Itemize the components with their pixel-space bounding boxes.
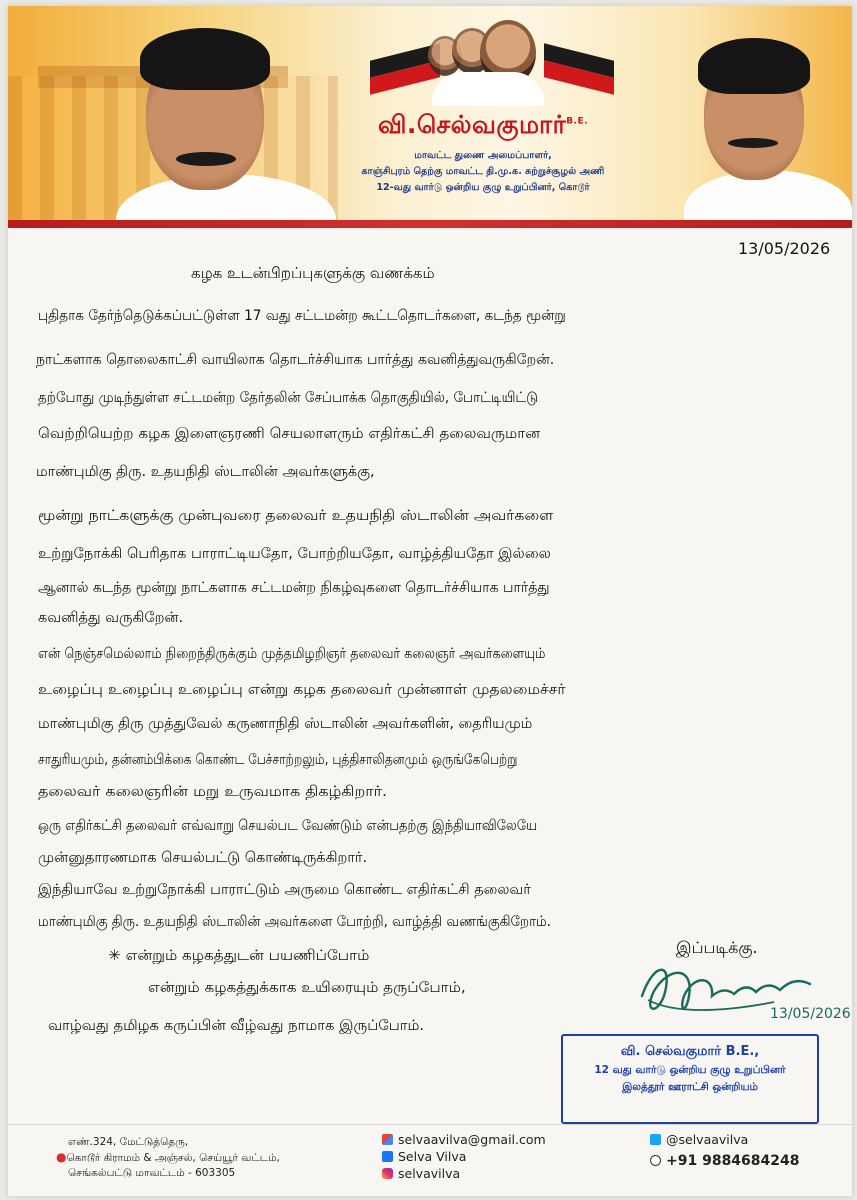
letter-sheet [8,6,852,1196]
signature-date: 13/05/2026 [770,1006,851,1022]
letter-line: உழைப்பு உழைப்பு உழைப்பு என்று கழக தலைவர் முன்னாள் முதலமைச்சர் [38,682,566,698]
facebook-link[interactable]: Selva Vilva [398,1149,467,1164]
address-line: செங்கல்பட்டு மாவட்டம் - 603305 [68,1167,236,1179]
letter-line: மாண்புமிகு திரு முத்துவேல் கருணாநிதி ஸ்டாலின் அவர்களின், தைரியமும் [38,716,533,732]
letter-line: புதிதாக தேர்ந்தெடுக்கப்பட்டுள்ள 17 வது சட்டமன்ற கூட்டதொடர்களை, கடந்த மூன்று [38,308,566,324]
letter-line: ✳ என்றும் கழகத்துடன் பயணிப்போம் [108,948,370,964]
online-contacts [382,1131,546,1182]
official-stamp [561,1034,819,1124]
letter-line: ஆனால் கடந்த மூன்று நாட்களாக சட்டமன்ற நிகழ்வுகளை தொடர்ச்சியாக பார்த்து [38,580,550,596]
address-line: கொடூர் கிராமம் & அஞ்சல், செய்யூர் வட்டம், [66,1152,280,1164]
instagram-link[interactable]: selvavilva [398,1166,461,1181]
closing: இப்படிக்கு. [676,938,758,957]
location-pin-icon: ● [56,1150,67,1164]
letter-line: என் நெஞ்சமெல்லாம் நிறைந்திருக்கும் முத்தமிழறிஞர் தலைவர் கலைஞர் அவர்களையும் [38,646,546,662]
letter-line: நாட்களாக தொலைகாட்சி வாயிலாக தொடர்ச்சியாக பார்த்து கவனித்துவருகிறேன். [36,352,555,368]
handwritten-letter [8,6,852,1196]
sender-name-title: வி.செல்வகுமார்$^{B.E.}$ [377,110,589,139]
twitter-link[interactable]: @selvaavilva [666,1132,749,1147]
stamp-designation: 12 வது வார்டு ஒன்றிய குழு உறுப்பினர் [594,1064,786,1076]
twitter-icon [650,1134,661,1145]
letter-line: சாதுரியமும், தன்னம்பிக்கை கொண்ட பேச்சாற்றலும், புத்திசாலிதனமும் ஒருங்கேபெற்று [38,752,518,768]
letter-line: மாண்புமிகு திரு. உதயநிதி ஸ்டாலின் அவர்களுக்கு, [36,464,375,480]
letter-line: முன்னுதாரணமாக செயல்பட்டு கொண்டிருக்கிறார். [38,850,368,866]
salutation: கழக உடன்பிறப்புகளுக்கு வணக்கம் [191,264,435,282]
social-phone-contacts [650,1131,800,1170]
letter-line: வாழ்வது தமிழக கருப்பின் வீழ்வது நாமாக இருப்போம். [48,1018,425,1034]
letter-date: 13/05/2026 [738,239,831,258]
email-link[interactable]: selvaavilva@gmail.com [398,1132,546,1147]
phone-icon [650,1155,661,1166]
stamp-office: இலத்தூர் ஊராட்சி ஒன்றியம் [622,1081,758,1093]
letter-line: தலைவர் கலைஞரின் மறு உருவமாக திகழ்கிறார். [38,784,388,800]
letterhead-footer [8,1124,852,1196]
facebook-icon [382,1151,393,1162]
letter-line: வெற்றியெற்ற கழக இளைஞரணி செயலாளரும் எதிர்கட்சி தலைவருமான [38,426,540,442]
designation-line: மாவட்ட துணை அமைப்பாளர், [414,150,552,161]
phone-number[interactable]: +91 9884684248 [666,1153,800,1169]
letter-line: உற்றுநோக்கி பெரிதாக பாராட்டியதோ, போற்றியதோ, வாழ்த்தியதோ இல்லை [38,546,551,562]
letter-line: இந்தியாவே உற்றுநோக்கி பாராட்டும் அருமை கொண்ட எதிர்கட்சி தலைவர் [38,882,531,898]
letter-line: கவனித்து வருகிறேன். [38,610,184,626]
stamp-name: வி. செல்வகுமார் B.E., [620,1044,760,1059]
designation-line: 12-வது வார்டு ஒன்றிய குழு உறுப்பினர், கொடூர் [376,182,590,193]
letter-line: மூன்று நாட்களுக்கு முன்புவரை தலைவர் உதயநிதி ஸ்டாலின் அவர்களை [38,508,554,524]
letter-line: தற்போது முடிந்துள்ள சட்டமன்ற தேர்தலின் சேப்பாக்க தொகுதியில், போட்டியிட்டு [38,390,539,406]
letter-line: மாண்புமிகு திரு. உதயநிதி ஸ்டாலின் அவர்களை போற்றி, வாழ்த்தி வணங்குகிறோம். [38,914,552,930]
gmail-icon [382,1134,393,1145]
instagram-icon [382,1168,393,1179]
designation-line: காஞ்சிபுரம் தெற்கு மாவட்ட தி.மு.க. சுற்றுச்சூழல் அணி [361,166,605,177]
postal-address [56,1135,280,1181]
letter-line: என்றும் கழகத்துக்காக உயிரையும் தருப்போம், [148,980,466,996]
letter-line: ஒரு எதிர்கட்சி தலைவர் எவ்வாறு செயல்பட வேண்டும் என்பதற்கு இந்தியாவிலேயே [38,818,538,834]
address-line: எண்.324, மேட்டுத்தெரு, [68,1136,189,1148]
